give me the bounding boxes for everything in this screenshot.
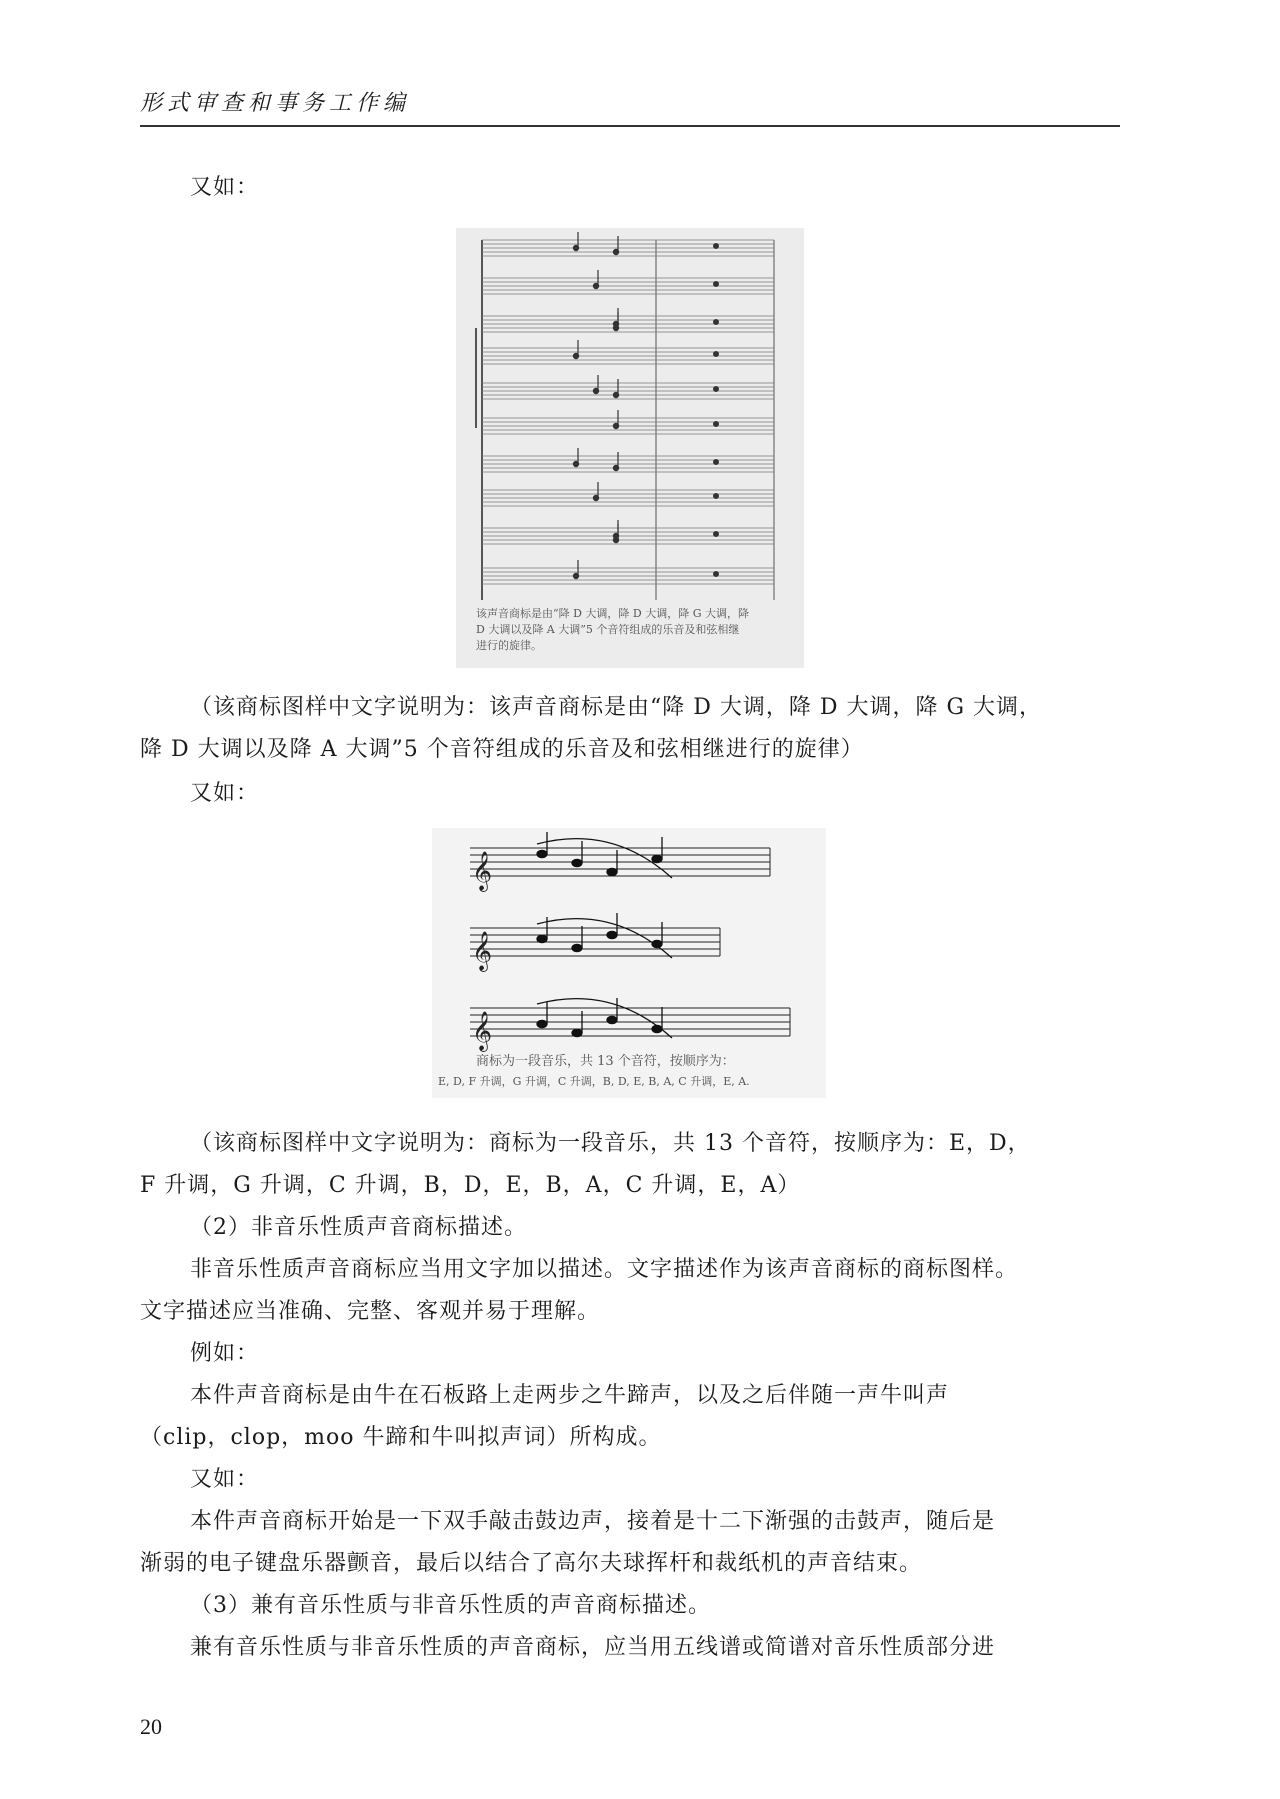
score1-note [714,422,719,427]
score1-note [714,387,719,392]
section-3-title: （3）兼有音乐性质与非音乐性质的声音商标描述。 [190,1593,711,1618]
score-figure-1 [456,228,804,668]
figure1-description-line2: 降 D 大调以及降 A 大调”5 个音符组成的乐音及和弦相继进行的旋律） [140,737,864,762]
example1-line2: （clip，clop，moo 牛蹄和牛叫拟声词）所构成。 [140,1425,662,1450]
melody-note [652,855,662,862]
paragraph-youru-2: 又如： [190,781,260,806]
score1-note [714,532,719,537]
score1-note [714,460,719,465]
page-number: 20 [140,1714,162,1739]
melody-note [537,935,547,942]
section-2-title: （2）非音乐性质声音商标描述。 [190,1215,527,1240]
example2-line2: 渐弱的电子键盘乐器颤音，最后以结合了高尔夫球挥杆和裁纸机的声音结束。 [140,1551,923,1576]
figure2-caption-line1: 商标为一段音乐，共 13 个音符，按顺序为： [476,1054,735,1069]
melody-note [537,850,547,857]
figure2-caption-line2: E, D, F 升调，G 升调，C 升调，B, D, E, B, A, C 升调，E, A. [438,1075,750,1088]
section-2-line1: 非音乐性质声音商标应当用文字加以描述。文字描述作为该声音商标的商标图样。 [190,1257,1019,1282]
score-image-1 [456,228,804,668]
figure2-description-line1: （该商标图样中文字说明为：商标为一段音乐，共 13 个音符，按顺序为：E，D， [190,1131,1031,1156]
figure1-caption-line3: 进行的旋律。 [476,639,542,652]
example1-line1: 本件声音商标是由牛在石板路上走两步之牛蹄声，以及之后伴随一声牛叫声 [190,1383,950,1408]
example2-line1: 本件声音商标开始是一下双手敲击鼓边声，接着是十二下渐强的击鼓声，随后是 [190,1509,996,1534]
paragraph-youru-3: 又如： [190,1467,260,1492]
melody-note [537,1020,547,1027]
header-rule [140,125,1120,127]
running-header: 形式审查和事务工作编 [140,91,411,116]
treble-clef-2: 𝄞 [472,931,493,971]
paragraph-youru-1: 又如： [190,175,260,200]
treble-clef-3: 𝄞 [472,1011,493,1051]
melody-slur [537,999,672,1038]
figure1-caption-line2: D 大调以及降 A 大调”5 个音符组成的乐音及和弦相继 [476,623,740,636]
section-2-line2: 文字描述应当准确、完整、客观并易于理解。 [140,1299,601,1324]
score1-note [714,352,719,357]
example-label: 例如： [190,1341,260,1366]
score1-note [714,572,719,577]
melody-note [572,1029,582,1036]
score1-note [714,244,719,249]
figure1-caption-line1: 该声音商标是由“降 D 大调，降 D 大调，降 G 大调，降 [476,607,750,620]
melody-note [607,868,617,875]
figure1-description-line1: （该商标图样中文字说明为：该声音商标是由“降 D 大调，降 D 大调，降 G 大调， [190,695,1043,720]
treble-clef-1: 𝄞 [472,851,493,891]
section-3-line1: 兼有音乐性质与非音乐性质的声音商标，应当用五线谱或简谱对音乐性质部分进 [190,1635,996,1660]
figure2-description-line2: F 升调，G 升调，C 升调，B，D，E，B，A，C 升调，E，A） [140,1173,801,1198]
score1-note [714,282,719,287]
melody-note [607,1016,617,1023]
score1-note [714,320,719,325]
melody-note [607,931,617,938]
score1-note [714,494,719,499]
melody-note [572,944,582,951]
score-figure-2 [432,828,826,1098]
melody-note [572,859,582,866]
melody-slur [537,919,672,958]
